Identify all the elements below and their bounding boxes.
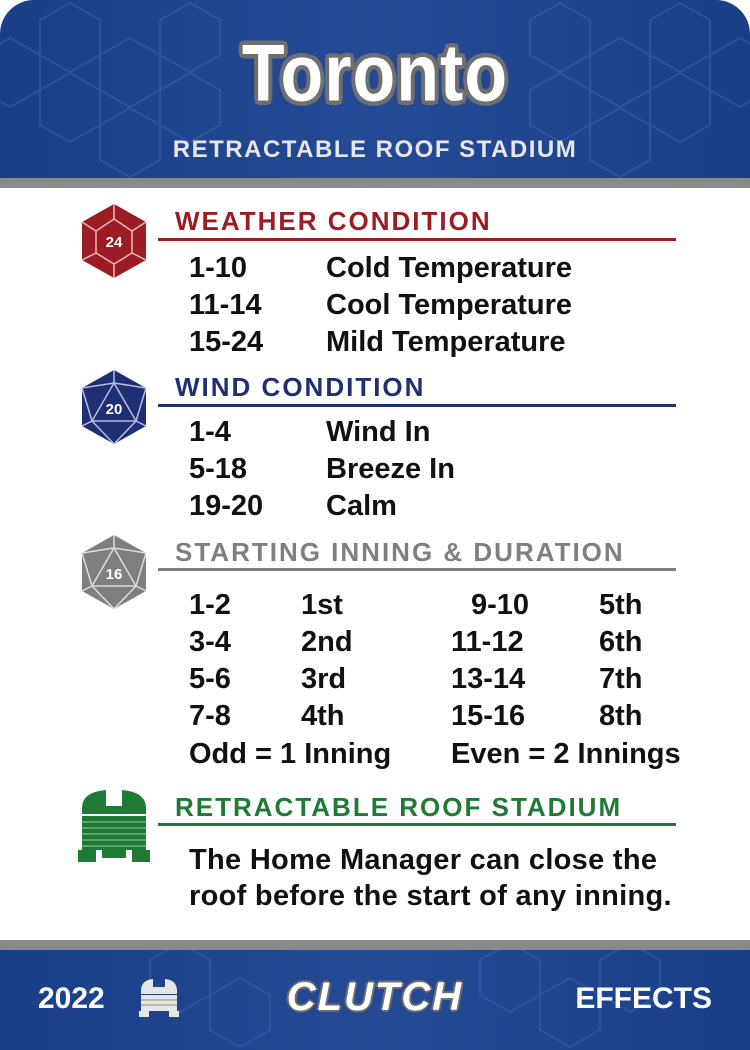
wind-result: Breeze In bbox=[326, 453, 455, 485]
weather-rule bbox=[158, 238, 676, 241]
svg-text:24: 24 bbox=[105, 234, 123, 251]
header-banner bbox=[0, 0, 750, 178]
page-subtitle: RETRACTABLE ROOF STADIUM bbox=[172, 136, 578, 163]
weather-result: Cool Temperature bbox=[326, 289, 573, 321]
inning-value-a: 4th bbox=[301, 700, 345, 732]
weather-range: 1-10 bbox=[189, 252, 248, 284]
stadium-icon bbox=[74, 786, 154, 866]
page-title: Toronto bbox=[241, 28, 509, 118]
d20-die-icon bbox=[74, 367, 154, 447]
inning-range-b: 15-16 bbox=[451, 700, 526, 732]
card-type-label: EFFECTS bbox=[575, 982, 712, 1015]
inning-value-b: 6th bbox=[599, 626, 643, 658]
inning-value-b: 8th bbox=[599, 700, 643, 732]
inning-range-b: 9-10 bbox=[470, 589, 529, 621]
inning-value-a: 2nd bbox=[301, 626, 353, 658]
wind-range: 5-18 bbox=[189, 453, 248, 485]
inning-rule bbox=[158, 568, 676, 571]
weather-heading: WEATHER CONDITION bbox=[175, 206, 492, 236]
d24-die-icon bbox=[74, 201, 154, 281]
wind-range: 19-20 bbox=[189, 490, 264, 522]
weather-result: Cold Temperature bbox=[326, 252, 573, 284]
inning-value-a: 3rd bbox=[301, 663, 347, 695]
brand-logo: CLUTCH bbox=[286, 975, 464, 1019]
footer-year: 2022 bbox=[38, 982, 105, 1015]
header-divider bbox=[0, 178, 750, 188]
inning-heading: STARTING INNING & DURATION bbox=[175, 537, 625, 567]
inning-value-a: 1st bbox=[301, 589, 343, 621]
inning-range-b: 11-12 bbox=[451, 626, 524, 658]
inning-value-b: 5th bbox=[599, 589, 643, 621]
roof-text-line: roof before the start of any inning. bbox=[189, 880, 672, 912]
wind-result: Wind In bbox=[326, 416, 431, 448]
roof-rule bbox=[158, 823, 676, 826]
svg-text:16: 16 bbox=[105, 566, 123, 583]
d16-die-icon bbox=[74, 532, 154, 612]
inning-range-b: 13-14 bbox=[451, 663, 526, 695]
wind-rule bbox=[158, 404, 676, 407]
roof-rule-text bbox=[189, 842, 689, 914]
inning-range-a: 7-8 bbox=[189, 700, 231, 732]
even-note: Even = 2 Innings bbox=[451, 738, 681, 770]
inning-range-a: 1-2 bbox=[189, 589, 231, 621]
roof-text-line: The Home Manager can close the bbox=[189, 844, 658, 876]
wind-range: 1-4 bbox=[189, 416, 231, 448]
wind-result: Calm bbox=[326, 490, 397, 522]
weather-range: 15-24 bbox=[189, 326, 264, 358]
inning-range-a: 5-6 bbox=[189, 663, 231, 695]
roof-heading: RETRACTABLE ROOF STADIUM bbox=[175, 792, 623, 822]
odd-note: Odd = 1 Inning bbox=[189, 738, 392, 770]
svg-text:20: 20 bbox=[105, 401, 123, 418]
inning-range-a: 3-4 bbox=[189, 626, 231, 658]
inning-value-b: 7th bbox=[599, 663, 643, 695]
weather-range: 11-14 bbox=[189, 289, 262, 321]
wind-heading: WIND CONDITION bbox=[175, 372, 426, 402]
footer-divider bbox=[0, 940, 750, 950]
weather-result: Mild Temperature bbox=[326, 326, 566, 358]
